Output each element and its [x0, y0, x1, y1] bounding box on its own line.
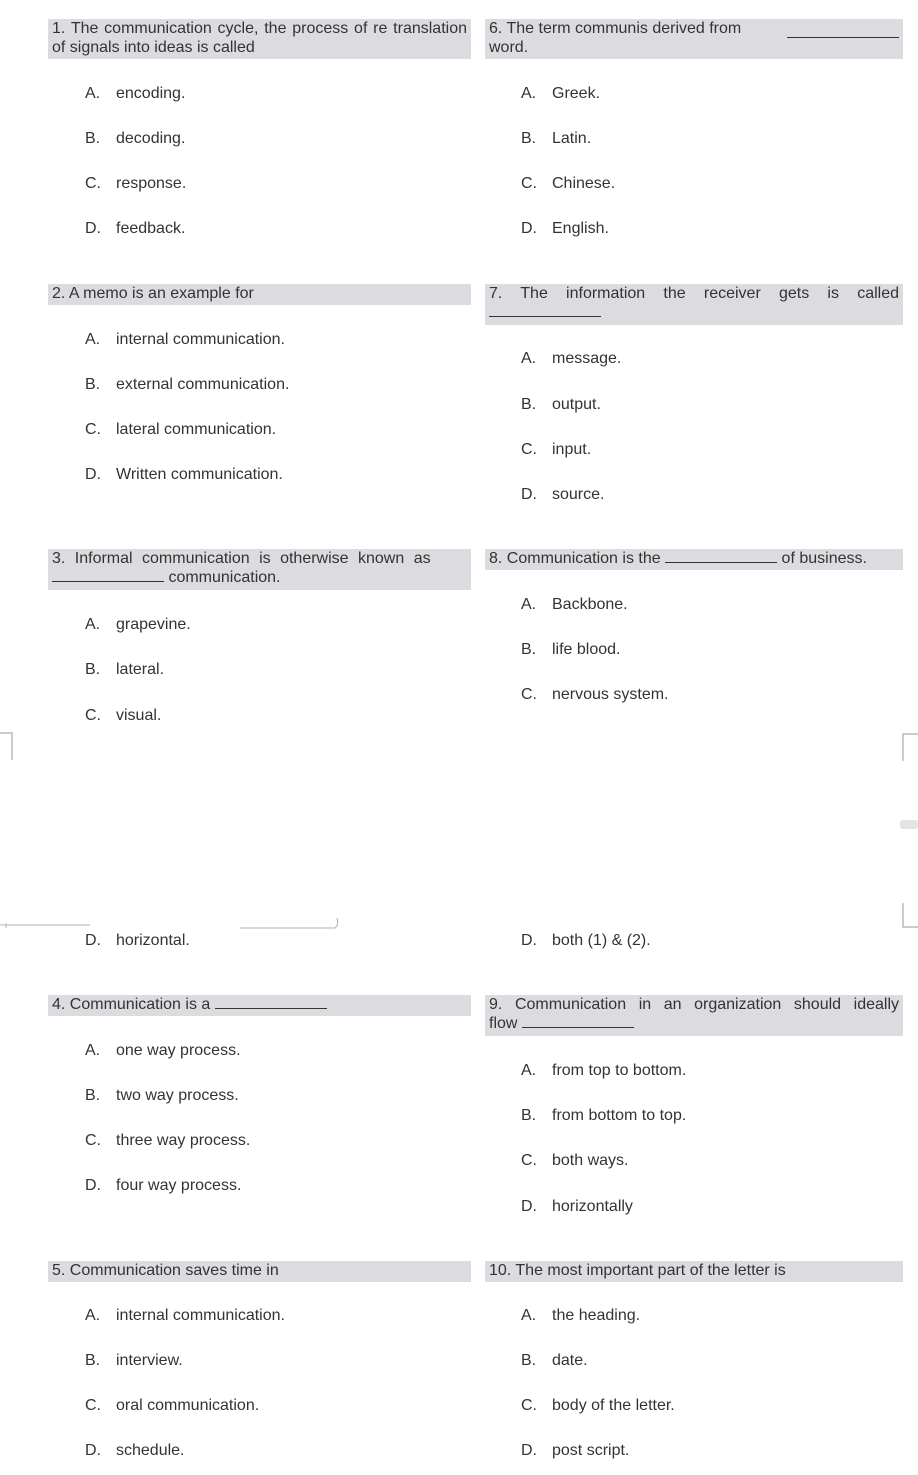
q3-option-a: A. grapevine.	[85, 616, 191, 633]
q9-option-a: A. from top to bottom.	[521, 1062, 687, 1079]
question-8-text-a: 8. Communication is the	[489, 550, 661, 567]
q1-option-d: D. feedback.	[85, 220, 186, 237]
question-2-text: 2. A memo is an example for	[52, 285, 254, 302]
question-7-blank	[489, 304, 601, 317]
question-8-text-b: of business.	[781, 550, 867, 567]
q4-option-a: A. one way process.	[85, 1042, 241, 1059]
q7-option-d: D. source.	[521, 486, 605, 503]
question-3-blank	[52, 569, 164, 582]
q8-option-d: D. both (1) & (2).	[521, 932, 651, 949]
left-corner-mark	[0, 733, 12, 760]
question-3-stem	[48, 549, 471, 590]
question-8-stem	[485, 549, 903, 570]
q3-option-d: D. horizontal.	[85, 932, 190, 949]
q8-option-c: C. nervous system.	[521, 686, 669, 703]
q9-option-d: D. horizontally	[521, 1198, 633, 1215]
q1-option-b: B. decoding.	[85, 130, 186, 147]
q1-option-a: A. encoding.	[85, 85, 186, 102]
q7-option-c: C. input.	[521, 441, 592, 458]
question-3-text-b: communication.	[168, 569, 281, 586]
question-9-blank	[522, 1015, 634, 1028]
question-10-stem	[485, 1261, 903, 1282]
question-6-blank	[787, 25, 899, 38]
right-smudge	[900, 820, 918, 829]
q2-option-d: D. Written communication.	[85, 466, 283, 483]
question-3-text-a: 3. Informal communication is otherwise known as	[52, 550, 431, 567]
question-9-text-b: flow	[489, 1015, 518, 1032]
page-break-marks	[0, 725, 918, 940]
q6-option-a: A. Greek.	[521, 85, 601, 102]
q10-option-a: A. the heading.	[521, 1307, 641, 1324]
q5-option-a: A. internal communication.	[85, 1307, 285, 1324]
mid-bottom-line	[240, 918, 338, 928]
question-5-text: 5. Communication saves time in	[52, 1262, 279, 1279]
question-2-stem	[48, 284, 471, 305]
q6-option-c: C. Chinese.	[521, 175, 616, 192]
q5-option-d: D. schedule.	[85, 1442, 185, 1459]
q4-option-b: B. two way process.	[85, 1087, 239, 1104]
q1-option-c: C. response.	[85, 175, 187, 192]
question-4-text: 4. Communication is a	[52, 996, 211, 1013]
q6-option-b: B. Latin.	[521, 130, 592, 147]
q2-option-c: C. lateral communication.	[85, 421, 277, 438]
q10-option-b: B. date.	[521, 1352, 588, 1369]
right-corner-mark	[903, 734, 918, 761]
right-bottom-mark	[903, 903, 918, 927]
question-9-text-a: 9. Communication in an organization should ideally	[489, 996, 899, 1013]
q10-option-c: C. body of the letter.	[521, 1397, 675, 1414]
question-7-stem	[485, 284, 903, 325]
question-7-text: 7. The information the receiver gets is called	[489, 285, 899, 302]
q3-option-c: C. visual.	[85, 707, 162, 724]
question-9-stem	[485, 995, 903, 1036]
q9-option-b: B. from bottom to top.	[521, 1107, 687, 1124]
q4-option-c: C. three way process.	[85, 1132, 251, 1149]
q9-option-c: C. both ways.	[521, 1152, 629, 1169]
q3-option-b: B. lateral.	[85, 661, 165, 678]
q6-option-d: D. English.	[521, 220, 609, 237]
question-10-text: 10. The most important part of the letter is	[489, 1262, 786, 1279]
question-6-text-b: word.	[489, 39, 529, 56]
question-1-text: 1. The communication cycle, the process of re translation of signals into ideas is called	[52, 20, 467, 56]
q8-option-a: A. Backbone.	[521, 596, 628, 613]
q5-option-c: C. oral communication.	[85, 1397, 260, 1414]
q5-option-b: B. interview.	[85, 1352, 183, 1369]
q7-option-b: B. output.	[521, 396, 601, 413]
q2-option-a: A. internal communication.	[85, 331, 285, 348]
question-4-stem	[48, 995, 471, 1016]
question-4-blank	[215, 996, 327, 1009]
q8-option-b: B. life blood.	[521, 641, 621, 658]
q10-option-d: D. post script.	[521, 1442, 630, 1459]
question-6-stem	[485, 19, 903, 59]
question-6-text-a: 6. The term communis derived from	[489, 20, 742, 37]
q7-option-a: A. message.	[521, 350, 622, 367]
question-1-stem	[48, 19, 471, 59]
question-8-blank	[665, 550, 777, 563]
q2-option-b: B. external communication.	[85, 376, 290, 393]
q4-option-d: D. four way process.	[85, 1177, 242, 1194]
question-5-stem	[48, 1261, 471, 1282]
